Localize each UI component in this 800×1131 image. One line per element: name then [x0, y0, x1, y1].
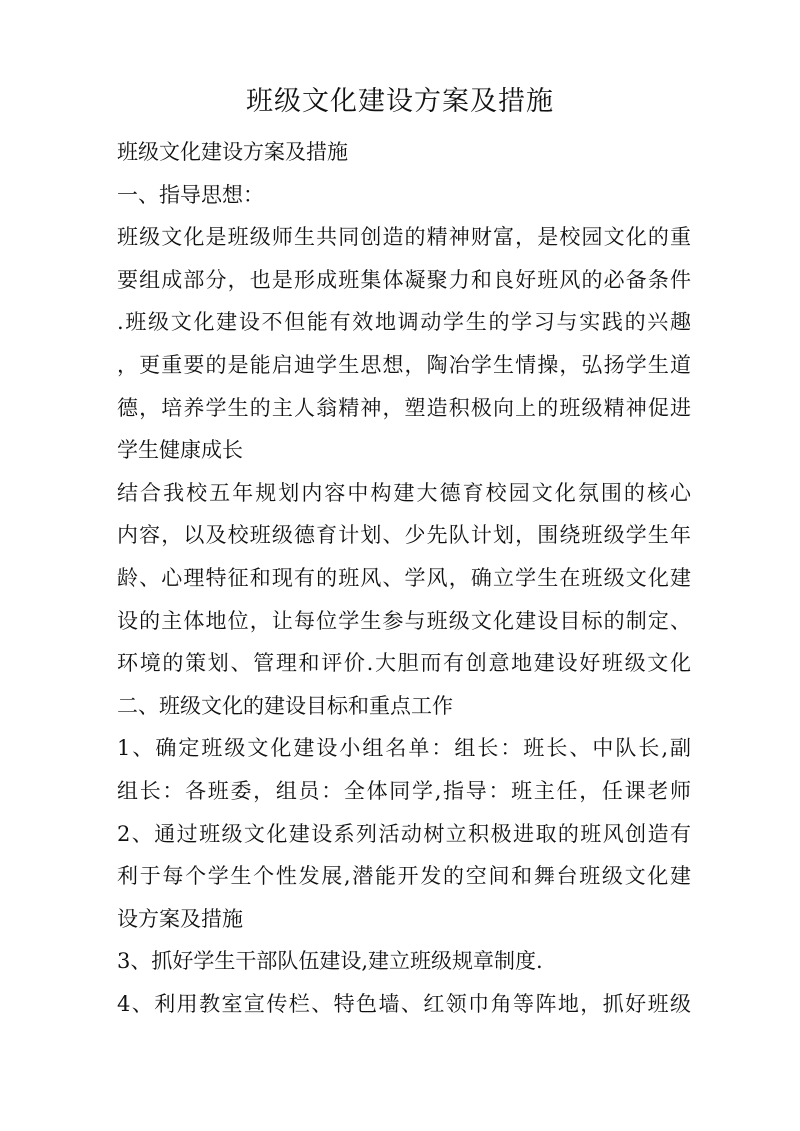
- paragraph-line: 要组成部分，也是形成班集体凝聚力和良好班风的必备条件: [117, 267, 691, 292]
- section-heading-guiding-thought: 一、指导思想：: [117, 182, 264, 207]
- subtitle-line: 班级文化建设方案及措施: [117, 140, 348, 164]
- list-item-line: 组长：各班委，组员：全体同学,指导：班主任，任课老师: [117, 778, 691, 803]
- document-title: 班级文化建设方案及措施: [246, 86, 554, 117]
- paragraph-line: .班级文化建设不但能有效地调动学生的学习与实践的兴趣: [117, 310, 691, 335]
- paragraph-line: 环境的策划、管理和评价.大胆而有创意地建设好班级文化: [117, 651, 691, 676]
- paragraph-line: 内容，以及校班级德育计划、少先队计划，围绕班级学生年: [117, 523, 691, 548]
- paragraph-line: 设的主体地位，让每位学生参与班级文化建设目标的制定、: [117, 608, 691, 633]
- list-item-line: 3、抓好学生干部队伍建设,建立班级规章制度.: [117, 949, 543, 974]
- list-item-line: 4、利用教室宣传栏、特色墙、红领巾角等阵地，抓好班级: [117, 991, 691, 1016]
- list-item-line: 设方案及措施: [117, 906, 243, 931]
- list-item-line: 利于每个学生个性发展,潜能开发的空间和舞台班级文化建: [117, 864, 691, 889]
- paragraph-line: ，更重要的是能启迪学生思想，陶冶学生情操，弘扬学生道: [117, 352, 691, 377]
- paragraph-line: 学生健康成长: [117, 438, 243, 463]
- document-body: [117, 131, 691, 1025]
- paragraph-line: 结合我校五年规划内容中构建大德育校园文化氛围的核心: [117, 480, 691, 505]
- list-item-line: 2、通过班级文化建设系列活动树立积极进取的班风创造有: [117, 821, 691, 846]
- section-heading-goals: 二、班级文化的建设目标和重点工作: [117, 693, 453, 718]
- paragraph-line: 德，培养学生的主人翁精神，塑造积极向上的班级精神促进: [117, 395, 691, 420]
- list-item-line: 1、确定班级文化建设小组名单：组长：班长、中队长,副: [117, 736, 691, 761]
- paragraph-line: 龄、心理特征和现有的班风、学风，确立学生在班级文化建: [117, 565, 691, 590]
- paragraph-line: 班级文化是班级师生共同创造的精神财富，是校园文化的重: [117, 225, 691, 250]
